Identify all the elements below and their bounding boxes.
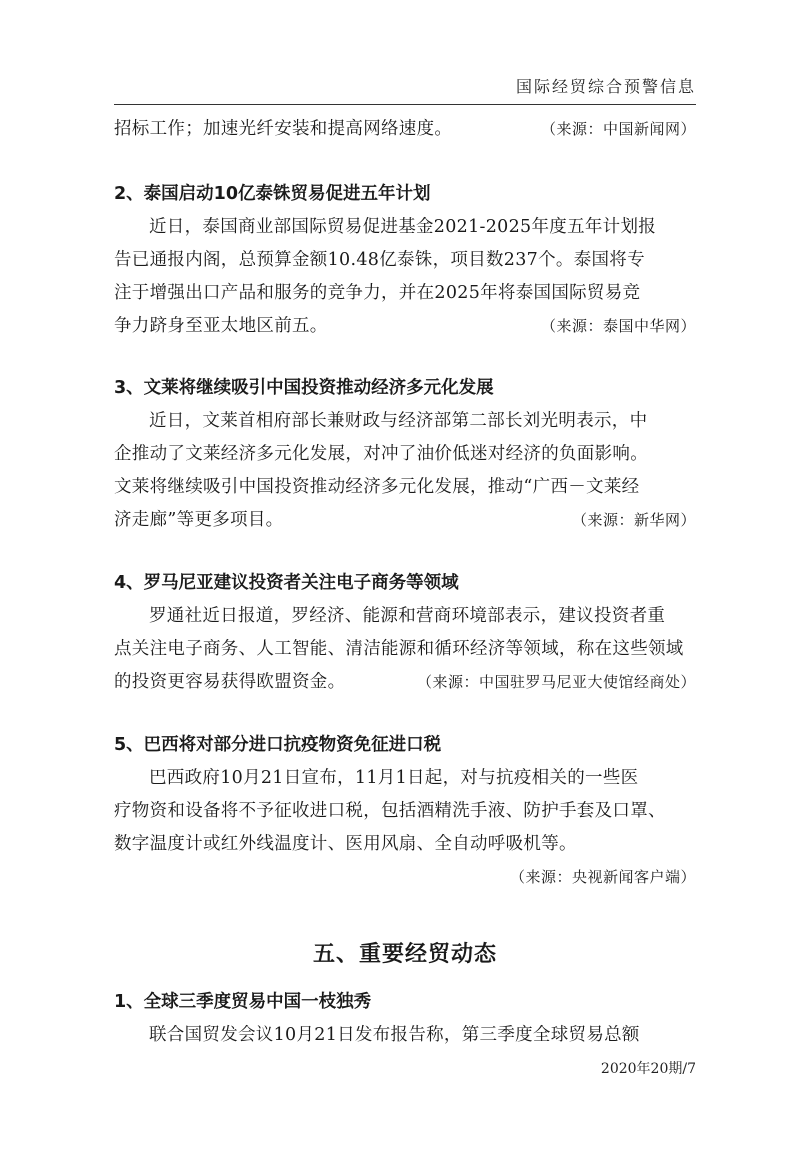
news-item (114, 728, 696, 894)
body-line: 巴西政府10月21日宣布，11月1日起，对与抗疫相关的一些医 (149, 768, 639, 788)
body-line: 注于增强出口产品和服务的竞争力，并在2025年将泰国国际贸易竞 (114, 283, 641, 303)
body-line: 近日，文莱首相府部长兼财政与经济部第二部长刘光明表示，中 (149, 411, 648, 431)
source-note: （来源：中国驻罗马尼亚大使馆经商处） (416, 673, 696, 691)
body-line: 文莱将继续吸引中国投资推动经济多元化发展，推动“广西－文莱经 (114, 477, 640, 497)
body-text: 争力跻身至亚太地区前五。 (114, 316, 328, 336)
body-text: 济走廊”等更多项目。 (114, 510, 284, 530)
section-title: 五、重要经贸动态 (312, 942, 497, 967)
body-line-last (114, 504, 696, 537)
body-line: 罗通社近日报道，罗经济、能源和营商环境部表示，建议投资者重 (149, 606, 666, 626)
source-note: （来源：泰国中华网） (540, 317, 696, 335)
body-line-last (114, 666, 696, 699)
source-note: （来源：中国新闻网） (540, 120, 696, 138)
source-note: （来源：央视新闻客户端） (509, 868, 696, 886)
header-rule (114, 104, 696, 105)
item-heading: 4、罗马尼亚建议投资者关注电子商务等领域 (114, 573, 459, 593)
intro-line (114, 113, 696, 146)
news-item (114, 985, 696, 1052)
item-heading: 1、全球三季度贸易中国一枝独秀 (114, 992, 372, 1012)
body-line: 告已通报内阁，总预算金额10.48亿泰铢，项目数237个。泰国将专 (114, 250, 645, 270)
news-item (114, 566, 696, 699)
item-heading: 3、文莱将继续吸引中国投资推动经济多元化发展 (114, 378, 494, 398)
source-note: （来源：新华网） (571, 511, 696, 529)
body-line: 数字温度计或红外线温度计、医用风扇、全自动呼吸机等。 (114, 834, 577, 854)
body-line: 疗物资和设备将不予征收进口税，包括酒精洗手液、防护手套及口罩、 (114, 801, 666, 821)
news-item (114, 371, 696, 537)
page-footer: 2020年20期/7 (600, 1061, 696, 1077)
running-header: 国际经贸综合预警信息 (515, 77, 696, 96)
body-line: 企推动了文莱经济多元化发展，对冲了油价低迷对经济的负面影响。 (114, 444, 648, 464)
body-line: 近日，泰国商业部国际贸易促进基金2021-2025年度五年计划报 (149, 217, 657, 237)
body-text: 的投资更容易获得欧盟资金。 (114, 672, 346, 692)
section-block (114, 935, 696, 975)
body-line: 点关注电子商务、人工智能、清洁能源和循环经济等领域，称在这些领域 (114, 639, 684, 659)
intro-text: 招标工作；加速光纤安装和提高网络速度。 (114, 119, 453, 139)
body-line-source (114, 861, 696, 894)
intro-block (114, 113, 696, 146)
body-line: 联合国贸发会议10月21日发布报告称，第三季度全球贸易总额 (149, 1025, 640, 1045)
item-heading: 2、泰国启动10亿泰铢贸易促进五年计划 (114, 184, 431, 204)
body-line-last (114, 310, 696, 343)
item-heading: 5、巴西将对部分进口抗疫物资免征进口税 (114, 735, 442, 755)
news-item (114, 177, 696, 343)
